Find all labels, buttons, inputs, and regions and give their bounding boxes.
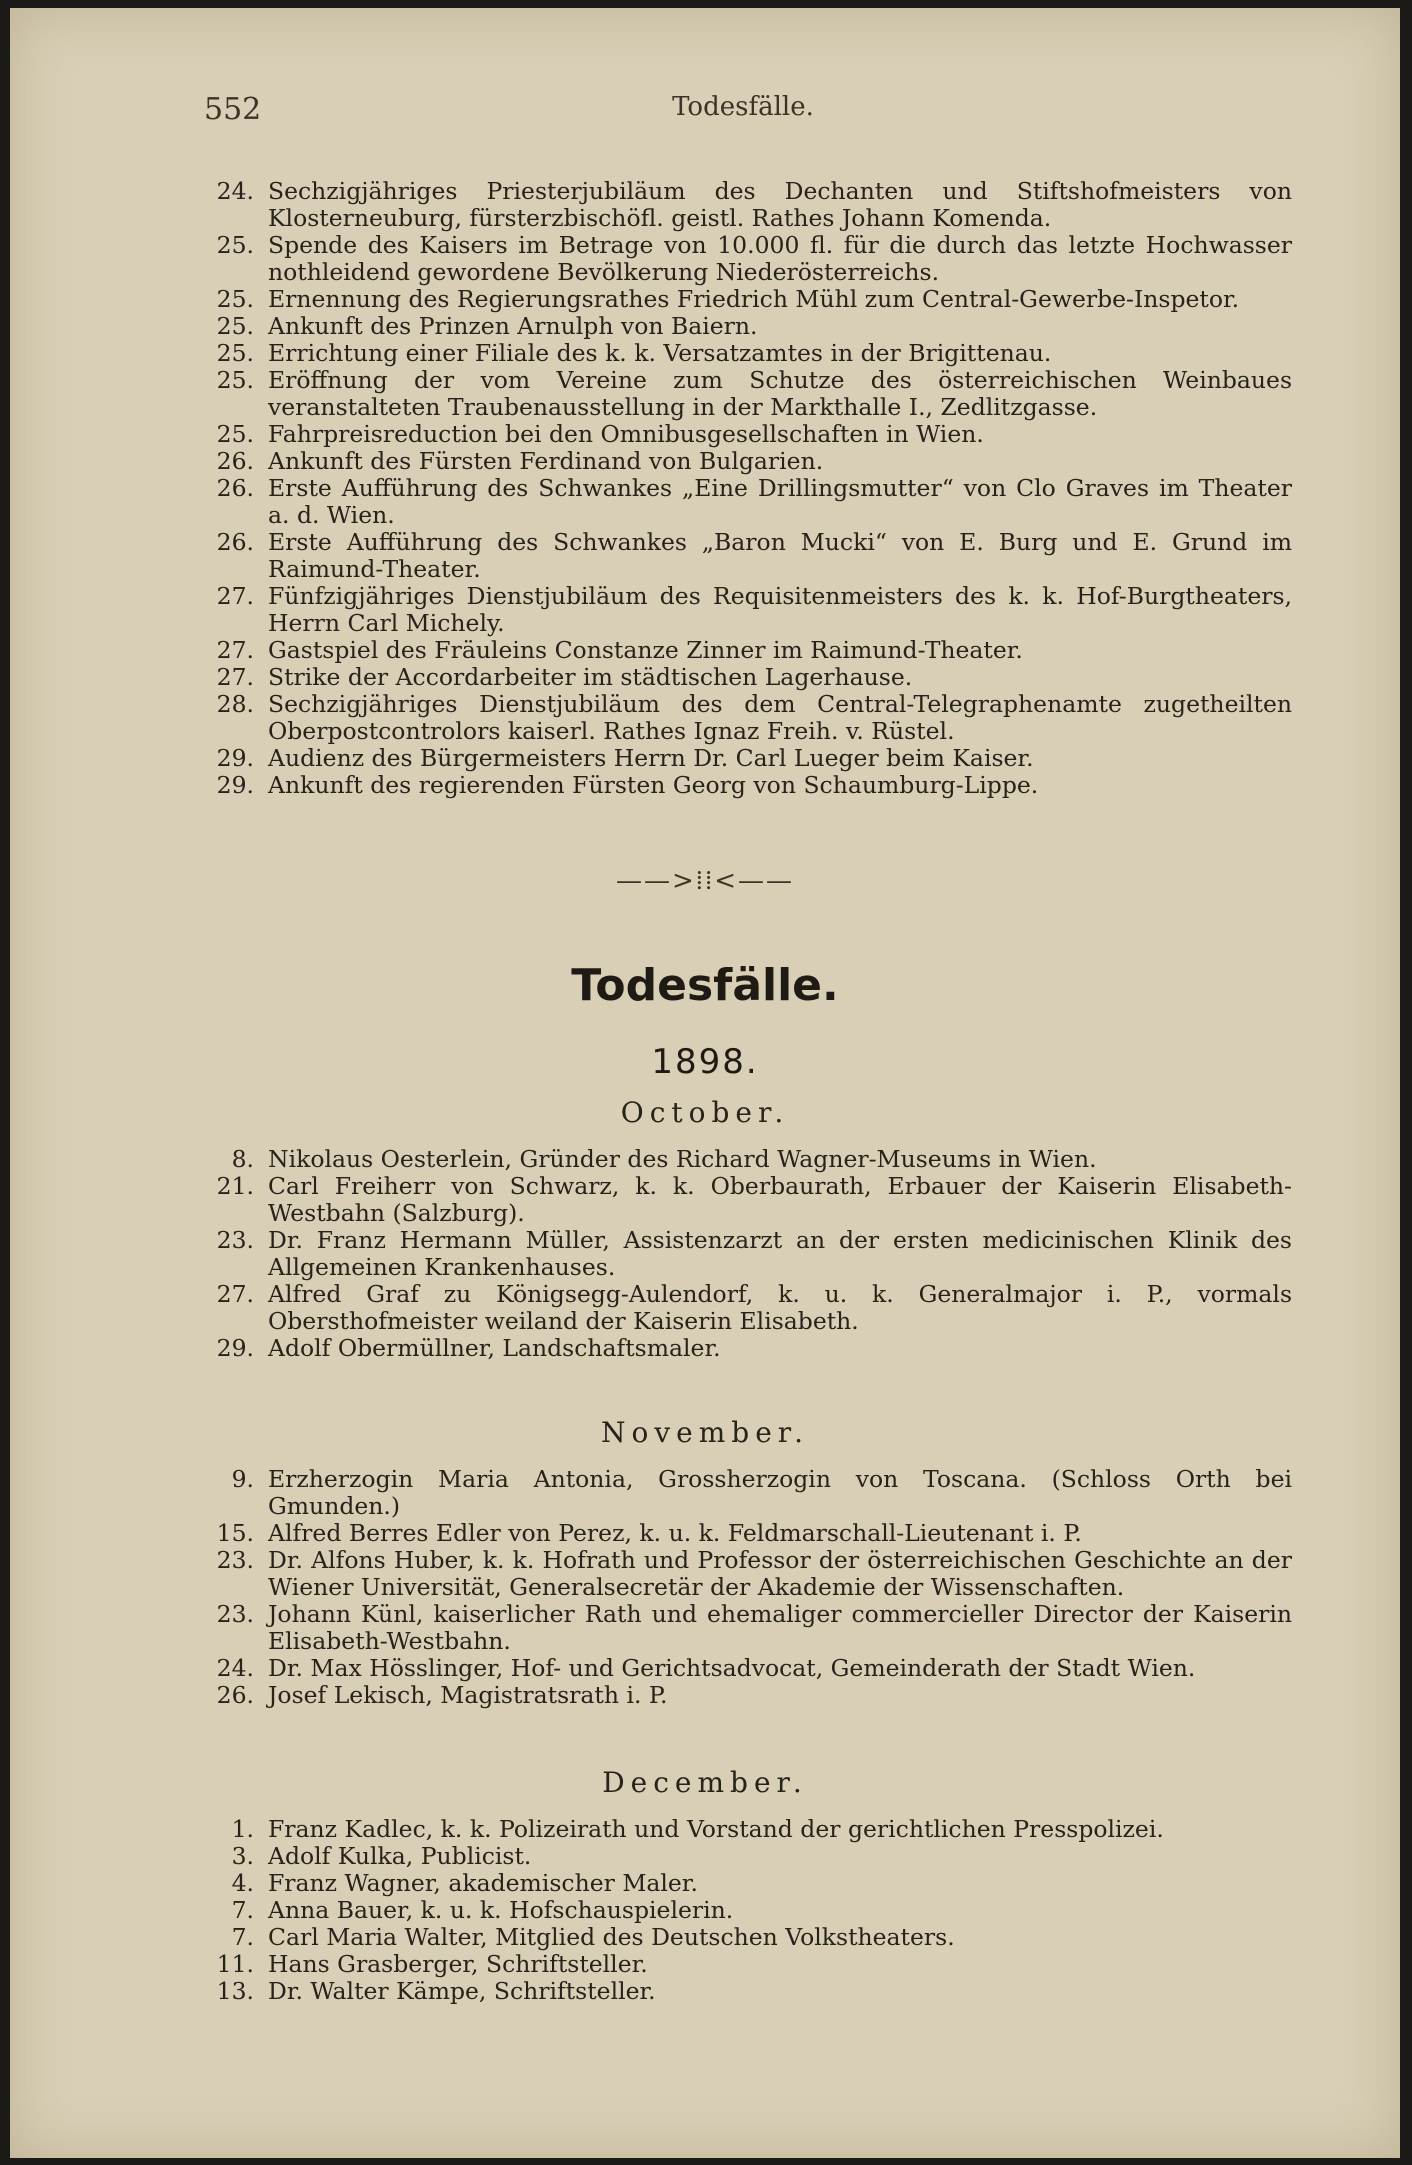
list-item [194,232,1292,286]
entry-text: Gastspiel des Fräuleins Constanze Zinner im Raimund-Theater. [268,636,1023,664]
entry-text: Dr. Walter Kämpe, Schriftsteller. [268,1977,656,2005]
entry-text: Adolf Kulka, Publicist. [268,1842,532,1870]
entry-text: Strike der Accordarbeiter im städtischen Lagerhause. [268,663,913,691]
book-page [10,8,1400,2158]
entry-text: Josef Lekisch, Magistratsrath i. P. [268,1681,668,1709]
running-title: Todesfälle. [672,92,814,122]
entry-day: 29. [216,771,254,799]
entry-day: 26. [216,528,254,556]
entry-text: Erzherzogin Maria Antonia, Grossherzogin von Toscana. (Schloss Orth bei Gmunden.) [268,1465,1292,1520]
entry-text: Anna Bauer, k. u. k. Hofschauspielerin. [268,1896,734,1924]
entry-text: Nikolaus Oesterlein, Gründer des Richard Wagner-Museums in Wien. [268,1145,1097,1173]
entry-text: Spende des Kaisers im Betrage von 10.000 fl. für die durch das letzte Hochwasser nothleidend gewordene Bevölkerung Niederösterreichs. [268,231,1292,286]
entry-text: Carl Freiherr von Schwarz, k. k. Oberbaurath, Erbauer der Kaiserin Elisabeth-Westbahn (Salzburg). [268,1172,1292,1227]
entry-text: Audienz des Bürgermeisters Herrn Dr. Carl Lueger beim Kaiser. [268,744,1034,772]
list-item [194,1520,1292,1547]
list-item [194,1870,1292,1897]
entry-text: Ankunft des Prinzen Arnulph von Baiern. [268,312,758,340]
list-item [194,340,1292,367]
list-item [194,1843,1292,1870]
entry-day: 7. [231,1896,254,1924]
list-item [194,367,1292,421]
list-item [194,313,1292,340]
list-item [194,1951,1292,1978]
month-heading-october: October. [620,1096,790,1129]
list-item [194,178,1292,232]
list-item [194,745,1292,772]
entry-day: 24. [216,1654,254,1682]
entry-text: Erste Aufführung des Schwankes „Baron Mucki“ von E. Burg und E. Grund im Raimund-Theater. [268,528,1292,583]
entry-text: Errichtung einer Filiale des k. k. Versatzamtes in der Brigittenau. [268,339,1052,367]
entry-day: 25. [216,231,254,259]
entry-text: Johann Künl, kaiserlicher Rath und ehemaliger commercieller Director der Kaiserin Elisabeth-Westbahn. [268,1600,1292,1655]
entry-day: 27. [216,582,254,610]
list-item [194,1173,1292,1227]
entry-day: 29. [216,744,254,772]
page-header [194,92,1292,128]
entry-text: Alfred Berres Edler von Perez, k. u. k. Feldmarschall-Lieutenant i. P. [268,1519,1082,1547]
list-item [194,1146,1292,1173]
entry-day: 11. [216,1950,254,1978]
list-item [194,1466,1292,1520]
entry-day: 28. [216,690,254,718]
entry-day: 9. [231,1465,254,1493]
entry-text: Hans Grasberger, Schriftsteller. [268,1950,648,1978]
entry-text: Franz Kadlec, k. k. Polizeirath und Vorstand der gerichtlichen Presspolizei. [268,1815,1164,1843]
entry-day: 3. [231,1842,254,1870]
entry-day: 25. [216,366,254,394]
entry-day: 25. [216,285,254,313]
list-item [194,421,1292,448]
entry-text: Erste Aufführung des Schwankes „Eine Drillingsmutter“ von Clo Graves im Theater a. d. Wien. [268,474,1292,529]
list-item [194,691,1292,745]
entry-text: Sechzigjähriges Priesterjubiläum des Dechanten und Stiftshofmeisters von Klosterneuburg, fürsterzbischöfl. geistl. Rathes Johann Komenda. [268,177,1292,232]
list-item [194,1227,1292,1281]
list-item [194,1816,1292,1843]
entry-day: 26. [216,1681,254,1709]
entry-text: Ernennung des Regierungsrathes Friedrich Mühl zum Central-Gewerbe-Inspetor. [268,285,1240,313]
entry-day: 29. [216,1334,254,1362]
events-list [194,178,1292,799]
entry-text: Adolf Obermüllner, Landschaftsmaler. [268,1334,721,1362]
list-item [194,1897,1292,1924]
entry-day: 25. [216,339,254,367]
entry-day: 21. [216,1172,254,1200]
december-list [194,1816,1292,2005]
entry-day: 15. [216,1519,254,1547]
entry-day: 26. [216,474,254,502]
ornament-divider: ——>⁞⁞<—— [615,866,795,896]
entry-day: 8. [231,1145,254,1173]
list-item [194,448,1292,475]
entry-day: 26. [216,447,254,475]
entry-text: Ankunft des Fürsten Ferdinand von Bulgarien. [268,447,824,475]
list-item [194,664,1292,691]
entry-text: Carl Maria Walter, Mitglied des Deutschen Volkstheaters. [268,1923,955,1951]
list-item [194,1978,1292,2005]
entry-day: 7. [231,1923,254,1951]
entry-day: 1. [231,1815,254,1843]
entry-day: 23. [216,1600,254,1628]
entry-text: Dr. Franz Hermann Müller, Assistenzarzt an der ersten medicinischen Klinik des Allgemeinen Krankenhauses. [268,1226,1292,1281]
list-item [194,286,1292,313]
year-heading: 1898. [651,1042,759,1082]
list-item [194,1547,1292,1601]
entry-day: 13. [216,1977,254,2005]
entry-day: 4. [231,1869,254,1897]
entry-text: Alfred Graf zu Königsegg-Aulendorf, k. u. k. Generalmajor i. P., vormals Obersthofmeister weiland der Kaiserin Elisabeth. [268,1280,1292,1335]
entry-text: Ankunft des regierenden Fürsten Georg von Schaumburg-Lippe. [268,771,1039,799]
month-heading-december: December. [602,1766,808,1799]
entry-day: 23. [216,1226,254,1254]
entry-text: Dr. Max Hösslinger, Hof- und Gerichtsadvocat, Gemeinderath der Stadt Wien. [268,1654,1196,1682]
page-number: 552 [204,92,262,127]
entry-text: Sechzigjähriges Dienstjubiläum des dem Central-Telegraphenamte zugetheilten Oberpostcontrolors kaiserl. Rathes Ignaz Freih. v. Rüstel. [268,690,1292,745]
november-list [194,1466,1292,1709]
list-item [194,637,1292,664]
entry-day: 24. [216,177,254,205]
october-list [194,1146,1292,1362]
list-item [194,1335,1292,1362]
entry-text: Fahrpreisreduction bei den Omnibusgesellschaften in Wien. [268,420,984,448]
list-item [194,583,1292,637]
list-item [194,1601,1292,1655]
list-item [194,1655,1292,1682]
entry-day: 23. [216,1546,254,1574]
list-item [194,1682,1292,1709]
entry-text: Fünfzigjähriges Dienstjubiläum des Requisitenmeisters des k. k. Hof-Burgtheaters, Herrn Carl Michely. [268,582,1292,637]
entry-day: 27. [216,663,254,691]
entry-day: 25. [216,312,254,340]
entry-text: Franz Wagner, akademischer Maler. [268,1869,698,1897]
entry-text: Dr. Alfons Huber, k. k. Hofrath und Professor der österreichischen Geschichte an der Wiener Universität, Generalsecretär der Akademie der Wissenschaften. [268,1546,1292,1601]
list-item [194,1281,1292,1335]
entry-day: 25. [216,420,254,448]
list-item [194,475,1292,529]
month-heading-november: November. [601,1416,809,1449]
entry-day: 27. [216,636,254,664]
list-item [194,772,1292,799]
entry-text: Eröffnung der vom Vereine zum Schutze des österreichischen Weinbaues veranstalteten Traubenausstellung in der Markthalle I., Zedlitzgasse. [268,366,1292,421]
section-title: Todesfälle. [571,960,839,1011]
list-item [194,1924,1292,1951]
list-item [194,529,1292,583]
entry-day: 27. [216,1280,254,1308]
